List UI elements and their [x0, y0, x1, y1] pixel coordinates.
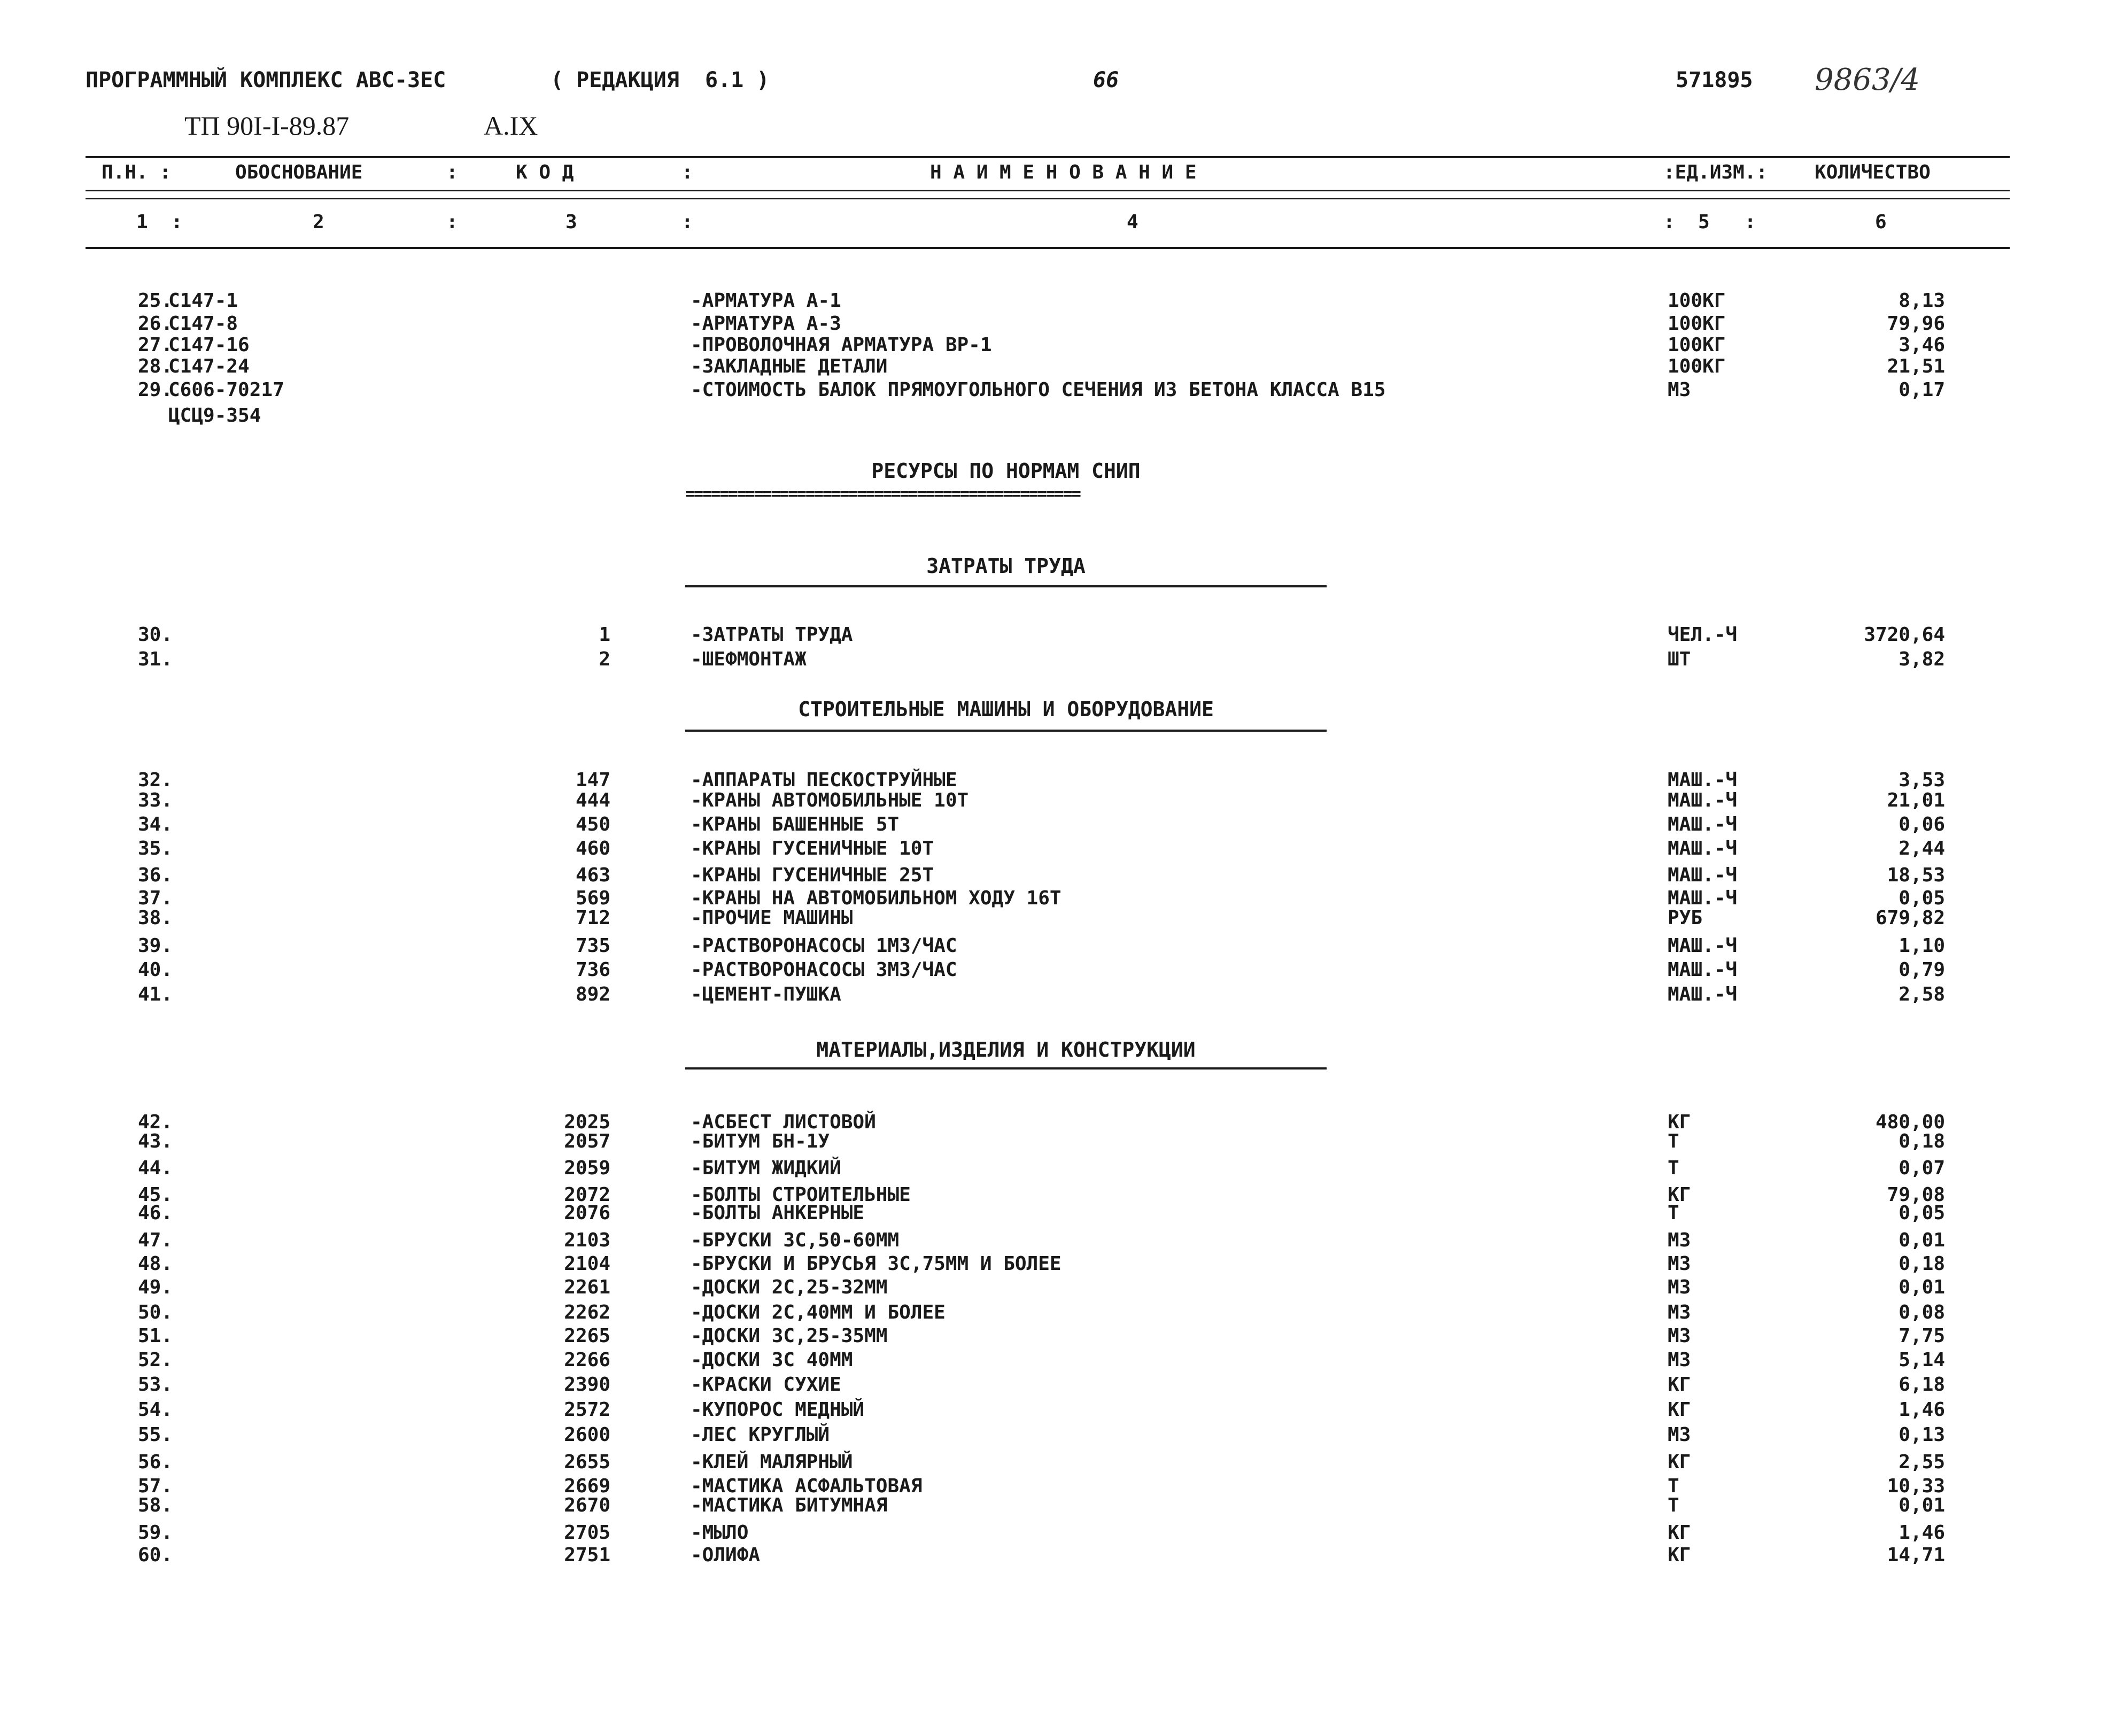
col-number: 6: [1875, 211, 1887, 233]
row-unit: МАШ.-Ч: [1668, 789, 1738, 811]
row-quantity: 1,46: [1899, 1522, 1945, 1544]
col-header-pn: П.Н. :: [102, 161, 172, 183]
row-name: -КРАНЫ БАШЕННЫЕ 5Т: [691, 813, 900, 835]
row-code: 2104: [564, 1253, 610, 1275]
row-unit: МАШ.-Ч: [1668, 813, 1738, 835]
row-unit: КГ: [1668, 1544, 1691, 1566]
row-name: -МАСТИКА АСФАЛЬТОВАЯ: [691, 1475, 923, 1497]
row-quantity: 2,44: [1899, 838, 1945, 859]
row-name: -ШЕФМОНТАЖ: [691, 648, 807, 670]
row-quantity: 6,18: [1899, 1374, 1945, 1396]
row-name: -КРАНЫ ГУСЕНИЧНЫЕ 10Т: [691, 838, 934, 859]
row-quantity: 0,08: [1899, 1301, 1945, 1323]
row-unit: М3: [1668, 1349, 1691, 1371]
row-quantity: 3,82: [1899, 648, 1945, 670]
row-pn: 25.: [138, 290, 173, 312]
section-underline: [685, 730, 1327, 732]
row-pn: 39.: [138, 935, 173, 957]
col-number: :: [446, 211, 458, 233]
row-quantity: 1,46: [1899, 1399, 1945, 1421]
row-quantity: 3720,64: [1864, 624, 1945, 646]
row-name: -ДОСКИ 3С 40ММ: [691, 1349, 853, 1371]
row-code: 450: [575, 813, 610, 835]
table-rule: [86, 247, 2010, 249]
row-quantity: 21,01: [1887, 789, 1945, 811]
row-unit: М3: [1668, 1301, 1691, 1323]
row-quantity: 5,14: [1899, 1349, 1945, 1371]
table-header-rule: [86, 190, 2010, 191]
edition-label: ( РЕДАКЦИЯ 6.1 ): [551, 68, 770, 92]
row-basis-extra: ЦСЦ9-354: [168, 405, 261, 427]
col-header-sep: :: [681, 161, 693, 183]
row-pn: 34.: [138, 813, 173, 835]
row-code: 2669: [564, 1475, 610, 1497]
row-code: 2265: [564, 1325, 610, 1347]
row-name: -БИТУМ БН-1У: [691, 1130, 830, 1152]
col-header-sep: :: [446, 161, 458, 183]
row-name: -АРМАТУРА А-1: [691, 290, 841, 312]
row-code: 2705: [564, 1522, 610, 1544]
row-quantity: 0,01: [1899, 1494, 1945, 1516]
table-header-rule: [86, 198, 2010, 199]
section-underline: [685, 585, 1327, 587]
row-pn: 42.: [138, 1111, 173, 1133]
row-name: -ДОСКИ 2С,25-32ММ: [691, 1276, 888, 1298]
row-unit: КГ: [1668, 1184, 1691, 1206]
row-code: 2059: [564, 1157, 610, 1179]
col-header-basis: ОБОСНОВАНИЕ: [235, 161, 363, 183]
row-pn: 31.: [138, 648, 173, 670]
row-quantity: 7,75: [1899, 1325, 1945, 1347]
col-header-quantity: КОЛИЧЕСТВО: [1815, 161, 1931, 183]
row-unit: КГ: [1668, 1374, 1691, 1396]
row-quantity: 0,07: [1899, 1157, 1945, 1179]
row-unit: М3: [1668, 1253, 1691, 1275]
row-basis: С147-16: [168, 334, 250, 356]
row-pn: 53.: [138, 1374, 173, 1396]
row-name: -РАСТВОРОНАСОСЫ 1М3/ЧАС: [691, 935, 957, 957]
row-quantity: 1,10: [1899, 935, 1945, 957]
row-name: -ОЛИФА: [691, 1544, 761, 1566]
row-unit: М3: [1668, 1229, 1691, 1251]
row-unit: МАШ.-Ч: [1668, 838, 1738, 859]
row-code: 2057: [564, 1130, 610, 1152]
row-unit: МАШ.-Ч: [1668, 983, 1738, 1005]
row-code: 2655: [564, 1451, 610, 1473]
row-unit: КГ: [1668, 1451, 1691, 1473]
row-name: -КРАНЫ НА АВТОМОБИЛЬНОМ ХОДУ 16Т: [691, 887, 1062, 909]
row-pn: 38.: [138, 907, 173, 929]
col-number: : 5 :: [1663, 211, 1756, 233]
row-code: 2266: [564, 1349, 610, 1371]
row-code: 2262: [564, 1301, 610, 1323]
row-unit: М3: [1668, 379, 1691, 401]
row-unit: Т: [1668, 1475, 1679, 1497]
row-code: 2572: [564, 1399, 610, 1421]
row-name: -БРУСКИ И БРУСЬЯ 3С,75ММ И БОЛЕЕ: [691, 1253, 1062, 1275]
row-pn: 40.: [138, 959, 173, 981]
row-unit: М3: [1668, 1276, 1691, 1298]
row-name: -ПРОВОЛОЧНАЯ АРМАТУРА ВР-1: [691, 334, 992, 356]
row-code: 2600: [564, 1424, 610, 1446]
row-quantity: 0,13: [1899, 1424, 1945, 1446]
row-unit: М3: [1668, 1424, 1691, 1446]
row-quantity: 21,51: [1887, 355, 1945, 377]
document-code: 571895: [1676, 68, 1753, 92]
row-pn: 52.: [138, 1349, 173, 1371]
row-code: 463: [575, 864, 610, 886]
row-pn: 48.: [138, 1253, 173, 1275]
row-pn: 54.: [138, 1399, 173, 1421]
resources-double-rule: ==============================================: [685, 486, 1080, 502]
row-name: -ЗАКЛАДНЫЕ ДЕТАЛИ: [691, 355, 888, 377]
row-pn: 49.: [138, 1276, 173, 1298]
row-unit: МАШ.-Ч: [1668, 769, 1738, 791]
row-quantity: 79,96: [1887, 313, 1945, 335]
row-code: 2390: [564, 1374, 610, 1396]
resources-title: РЕСУРСЫ ПО НОРМАМ СНИП: [871, 459, 1141, 483]
row-name: -АППАРАТЫ ПЕСКОСТРУЙНЫЕ: [691, 769, 957, 791]
row-pn: 37.: [138, 887, 173, 909]
row-pn: 26.: [138, 313, 173, 335]
row-code: 2076: [564, 1202, 610, 1224]
row-quantity: 0,17: [1899, 379, 1945, 401]
row-name: -ЦЕМЕНТ-ПУШКА: [691, 983, 841, 1005]
row-pn: 60.: [138, 1544, 173, 1566]
row-unit: ЧЕЛ.-Ч: [1668, 624, 1738, 646]
row-unit: ШТ: [1668, 648, 1691, 670]
row-pn: 43.: [138, 1130, 173, 1152]
row-name: -КРАСКИ СУХИЕ: [691, 1374, 841, 1396]
row-quantity: 18,53: [1887, 864, 1945, 886]
row-pn: 33.: [138, 789, 173, 811]
page-number: 66: [1093, 68, 1119, 92]
row-name: -ЛЕС КРУГЛЫЙ: [691, 1424, 830, 1446]
section-title-materials: МАТЕРИАЛЫ,ИЗДЕЛИЯ И КОНСТРУКЦИИ: [816, 1038, 1196, 1061]
row-code: 2670: [564, 1494, 610, 1516]
row-unit: Т: [1668, 1130, 1679, 1152]
row-code: 2025: [564, 1111, 610, 1133]
row-quantity: 2,58: [1899, 983, 1945, 1005]
row-name: -АСБЕСТ ЛИСТОВОЙ: [691, 1111, 876, 1133]
row-name: -МАСТИКА БИТУМНАЯ: [691, 1494, 888, 1516]
row-name: -АРМАТУРА А-3: [691, 313, 841, 335]
row-name: -КЛЕЙ МАЛЯРНЫЙ: [691, 1451, 853, 1473]
row-pn: 36.: [138, 864, 173, 886]
row-name: -ЗАТРАТЫ ТРУДА: [691, 624, 853, 646]
row-code: 892: [575, 983, 610, 1005]
row-name: -ДОСКИ 2С,40ММ И БОЛЕЕ: [691, 1301, 946, 1323]
row-basis: С147-8: [168, 313, 238, 335]
row-quantity: 0,05: [1899, 1202, 1945, 1224]
col-number: 3: [565, 211, 577, 233]
table-top-rule: [86, 156, 2010, 158]
row-pn: 45.: [138, 1184, 173, 1206]
row-quantity: 10,33: [1887, 1475, 1945, 1497]
row-unit: РУБ: [1668, 907, 1703, 929]
row-basis: С147-24: [168, 355, 250, 377]
col-header-code: К О Д: [516, 161, 574, 183]
program-name: ПРОГРАММНЫЙ КОМПЛЕКС АВС-3ЕС: [86, 68, 446, 92]
row-unit: МАШ.-Ч: [1668, 864, 1738, 886]
row-code: 712: [575, 907, 610, 929]
row-unit: 100КГ: [1668, 334, 1726, 356]
row-code: 736: [575, 959, 610, 981]
row-unit: МАШ.-Ч: [1668, 887, 1738, 909]
row-pn: 28.: [138, 355, 173, 377]
row-quantity: 79,08: [1887, 1184, 1945, 1206]
row-quantity: 0,01: [1899, 1276, 1945, 1298]
row-pn: 27.: [138, 334, 173, 356]
row-pn: 30.: [138, 624, 173, 646]
row-pn: 29.: [138, 379, 173, 401]
row-pn: 51.: [138, 1325, 173, 1347]
row-unit: Т: [1668, 1157, 1679, 1179]
row-code: 2: [599, 648, 610, 670]
row-basis: С606-70217: [168, 379, 284, 401]
row-unit: МАШ.-Ч: [1668, 959, 1738, 981]
row-unit: Т: [1668, 1494, 1679, 1516]
section-title-labor: ЗАТРАТЫ ТРУДА: [926, 554, 1086, 578]
row-code: 2751: [564, 1544, 610, 1566]
col-number: 2: [313, 211, 324, 233]
row-pn: 58.: [138, 1494, 173, 1516]
handwritten-number: 9863/4: [1815, 63, 1920, 97]
section-underline: [685, 1067, 1327, 1070]
row-basis: С147-1: [168, 290, 238, 312]
row-unit: 100КГ: [1668, 313, 1726, 335]
row-code: 1: [599, 624, 610, 646]
row-unit: 100КГ: [1668, 355, 1726, 377]
row-name: -МЫЛО: [691, 1522, 749, 1544]
project-number: ТП 90I-I-89.87: [184, 111, 350, 141]
row-unit: Т: [1668, 1202, 1679, 1224]
row-quantity: 8,13: [1899, 290, 1945, 312]
row-quantity: 2,55: [1899, 1451, 1945, 1473]
row-name: -КУПОРОС МЕДНЫЙ: [691, 1399, 865, 1421]
row-pn: 50.: [138, 1301, 173, 1323]
col-number: 1 :: [136, 211, 183, 233]
row-quantity: 0,01: [1899, 1229, 1945, 1251]
row-code: 147: [575, 769, 610, 791]
row-code: 460: [575, 838, 610, 859]
row-name: -БОЛТЫ СТРОИТЕЛЬНЫЕ: [691, 1184, 911, 1206]
row-quantity: 0,05: [1899, 887, 1945, 909]
row-quantity: 14,71: [1887, 1544, 1945, 1566]
row-name: -БИТУМ ЖИДКИЙ: [691, 1157, 841, 1179]
col-number: 4: [1127, 211, 1138, 233]
row-name: -БОЛТЫ АНКЕРНЫЕ: [691, 1202, 865, 1224]
section-title-machines: СТРОИТЕЛЬНЫЕ МАШИНЫ И ОБОРУДОВАНИЕ: [798, 698, 1214, 721]
col-header-name: Н А И М Е Н О В А Н И Е: [930, 161, 1197, 183]
row-name: -ПРОЧИЕ МАШИНЫ: [691, 907, 853, 929]
row-unit: М3: [1668, 1325, 1691, 1347]
row-quantity: 679,82: [1875, 907, 1945, 929]
row-code: 569: [575, 887, 610, 909]
row-unit: КГ: [1668, 1111, 1691, 1133]
row-code: 2103: [564, 1229, 610, 1251]
row-pn: 56.: [138, 1451, 173, 1473]
row-pn: 57.: [138, 1475, 173, 1497]
col-header-unit: :ЕД.ИЗМ.:: [1663, 161, 1768, 183]
row-unit: МАШ.-Ч: [1668, 935, 1738, 957]
row-pn: 59.: [138, 1522, 173, 1544]
row-name: -БРУСКИ 3С,50-60ММ: [691, 1229, 900, 1251]
row-quantity: 480,00: [1875, 1111, 1945, 1133]
row-unit: 100КГ: [1668, 290, 1726, 312]
row-name: -РАСТВОРОНАСОСЫ 3М3/ЧАС: [691, 959, 957, 981]
row-pn: 55.: [138, 1424, 173, 1446]
row-name: -СТОИМОСТЬ БАЛОК ПРЯМОУГОЛЬНОГО СЕЧЕНИЯ ИЗ БЕТОНА КЛАССА В15: [691, 379, 1386, 401]
row-pn: 32.: [138, 769, 173, 791]
row-quantity: 0,18: [1899, 1253, 1945, 1275]
row-name: -КРАНЫ АВТОМОБИЛЬНЫЕ 10Т: [691, 789, 969, 811]
row-quantity: 0,79: [1899, 959, 1945, 981]
col-number: :: [681, 211, 693, 233]
row-unit: КГ: [1668, 1399, 1691, 1421]
row-quantity: 3,46: [1899, 334, 1945, 356]
row-quantity: 3,53: [1899, 769, 1945, 791]
row-code: 2072: [564, 1184, 610, 1206]
row-pn: 41.: [138, 983, 173, 1005]
row-code: 735: [575, 935, 610, 957]
row-pn: 35.: [138, 838, 173, 859]
row-name: -ДОСКИ 3С,25-35ММ: [691, 1325, 888, 1347]
row-code: 444: [575, 789, 610, 811]
row-quantity: 0,18: [1899, 1130, 1945, 1152]
row-pn: 46.: [138, 1202, 173, 1224]
row-pn: 47.: [138, 1229, 173, 1251]
row-pn: 44.: [138, 1157, 173, 1179]
row-name: -КРАНЫ ГУСЕНИЧНЫЕ 25Т: [691, 864, 934, 886]
row-code: 2261: [564, 1276, 610, 1298]
album-number: А.IX: [484, 111, 538, 141]
row-unit: КГ: [1668, 1522, 1691, 1544]
row-quantity: 0,06: [1899, 813, 1945, 835]
